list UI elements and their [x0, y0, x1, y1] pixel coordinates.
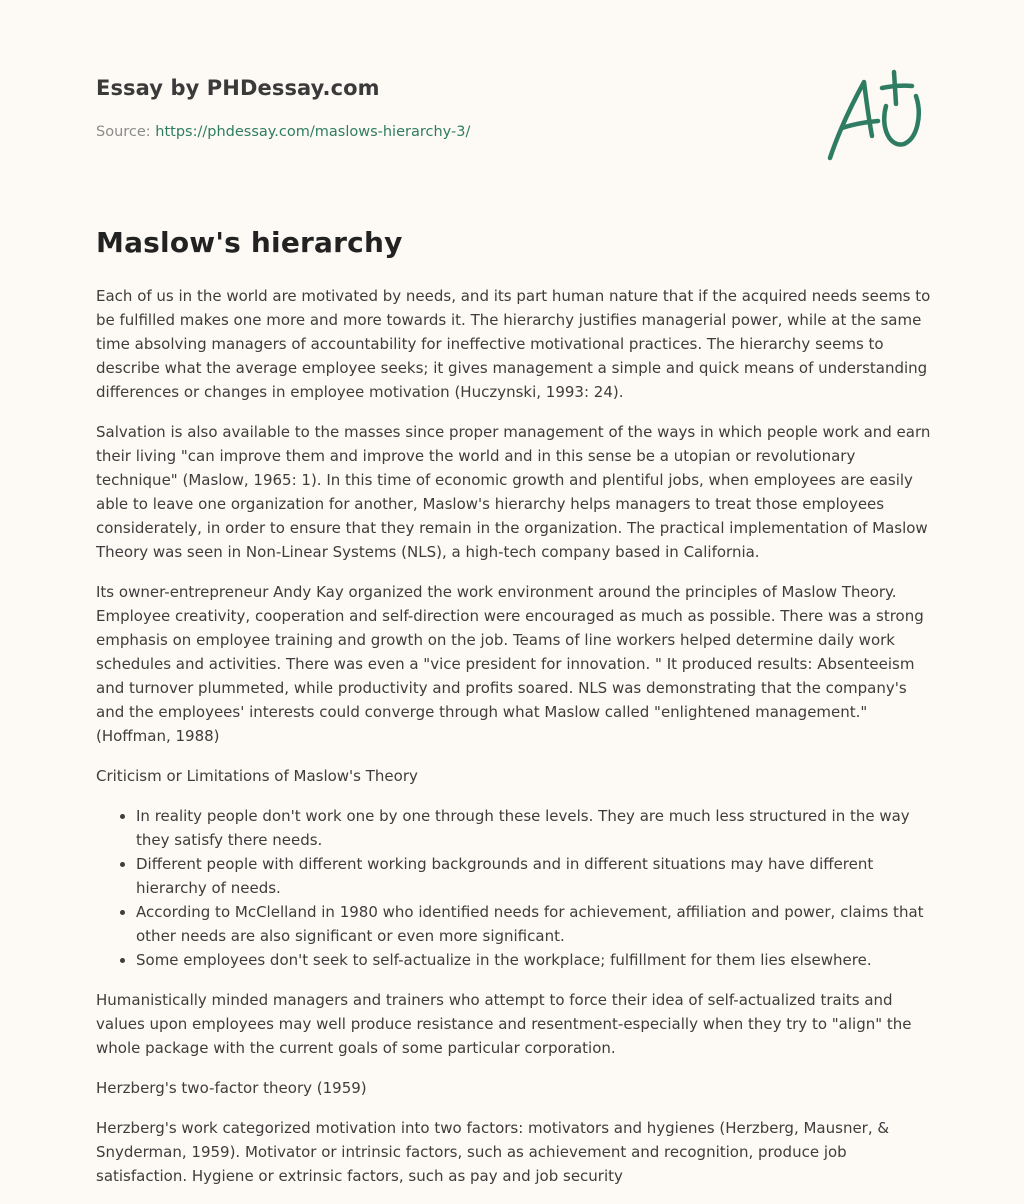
paragraph-salvation: Salvation is also available to the masses since proper management of the ways in which people work and earn their living "can improve them and improve the world and in this sense be a utopian or revolutionary technique" (Maslow, 1965: 1). In this time of economic growth and plentiful jobs, when employees are easily able to leave one organization for another, Maslow's hierarchy helps managers to treat those employees considerately, in order to ensure that they remain in the organization. The practical implementation of Maslow Theory was seen in Non-Linear Systems (NLS), a high-tech company based in California.	[96, 423, 931, 561]
essay-title: Maslow's hierarchy	[96, 226, 403, 259]
essay-body	[96, 284, 934, 1204]
list-item: • In reality people don't work one by one through these levels. They are much less structured in the way they satisfy there needs.	[136, 804, 934, 852]
criticism-list	[96, 804, 934, 972]
paragraph-intro: Each of us in the world are motivated by needs, and its part human nature that if the acquired needs seems to be fulfilled makes one more and more towards it. The hierarchy justifies managerial power, while at the same time absolving managers of accountability for ineffective motivational practices. The hierarchy seems to describe what the average employee seeks; it gives management a simple and quick means of understanding differences or changes in employee motivation (Huczynski, 1993: 24).	[96, 287, 931, 401]
criticism-heading: Criticism or Limitations of Maslow's Theory	[96, 767, 418, 785]
a-plus-logo-icon	[820, 66, 930, 166]
site-title: Essay by PHDessay.com	[96, 76, 380, 100]
paragraph-nls: Its owner-entrepreneur Andy Kay organized the work environment around the principles of Maslow Theory. Employee creativity, cooperation and self-direction were encouraged as much as possible. There was a strong emphasis on employee training and growth on the job. Teams of line workers helped determine daily work schedules and activities. There was even a "vice president for innovation. " It produced results: Absenteeism and turnover plummeted, while productivity and profits soared. NLS was demonstrating that the company's and the employees' interests could converge through what Maslow called "enlightened management." (Hoffman, 1988)	[96, 583, 924, 745]
paragraph-humanistic: Humanistically minded managers and trainers who attempt to force their idea of self-actualized traits and values upon employees may well produce resistance and resentment-especially when they try to "align" the whole package with the current goals of some particular corporation.	[96, 991, 912, 1057]
list-item: • Some employees don't seek to self-actualize in the workplace; fulfillment for them lies elsewhere.	[136, 948, 934, 972]
paragraph-herzberg: Herzberg's work categorized motivation into two factors: motivators and hygienes (Herzberg, Mausner, & Snyderman, 1959). Motivator or intrinsic factors, such as achievement and recognition, produce job satisfaction. Hygiene or extrinsic factors, such as pay and job security	[96, 1119, 890, 1185]
list-item: • According to McClelland in 1980 who identified needs for achievement, affiliation and power, claims that other needs are also significant or even more significant.	[136, 900, 934, 948]
herzberg-heading: Herzberg's two-factor theory (1959)	[96, 1079, 367, 1097]
source-link[interactable]: https://phdessay.com/maslows-hierarchy-3/	[155, 124, 471, 140]
source-label: Source:	[96, 124, 151, 140]
list-item: • Different people with different working backgrounds and in different situations may have different hierarchy of needs.	[136, 852, 934, 900]
source-line	[96, 124, 470, 140]
